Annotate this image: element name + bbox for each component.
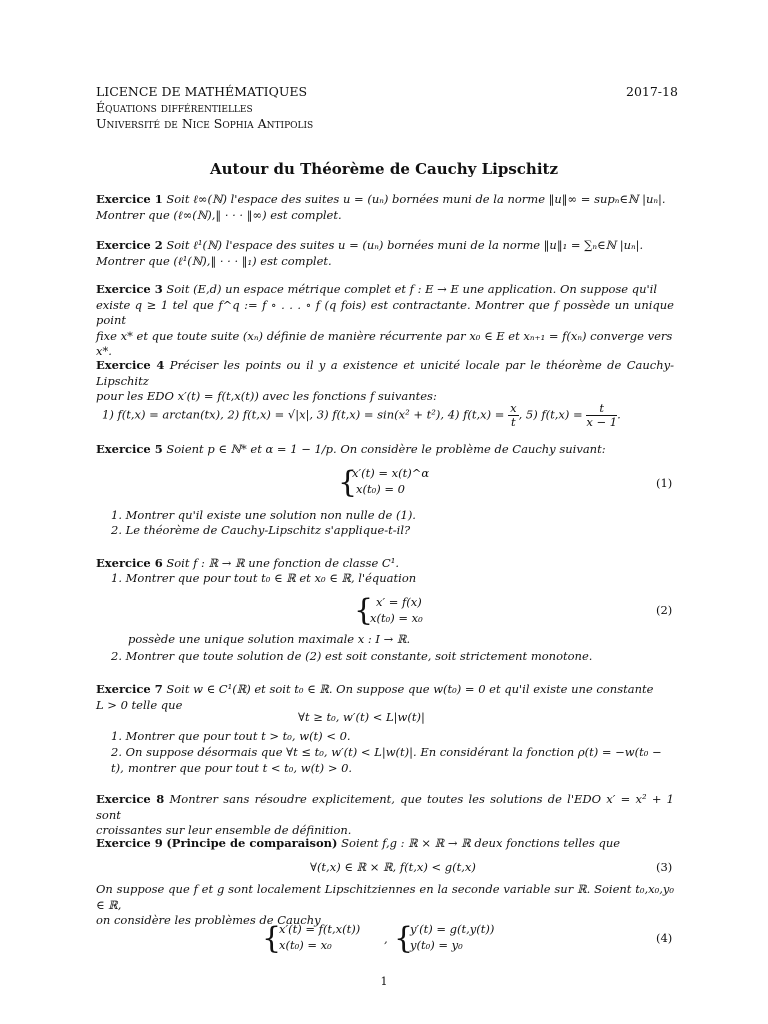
equation-number: (2): [656, 603, 673, 617]
system-line: y(t₀) = y₀: [410, 938, 463, 952]
function-4-fraction: [508, 402, 519, 429]
system-line: x′(t) = f(t,x(t)): [279, 922, 361, 936]
separator: ,: [518, 407, 523, 422]
page-number: 1: [380, 975, 388, 988]
exercise-text: Soit ℓ∞(ℕ) l'espace des suites u = (uₙ) bornées muni de la norme ‖u‖∞ = supₙ∈ℕ |uₙ|.: [166, 192, 666, 206]
function-5-prefix: 5) f(t,x) =: [525, 407, 583, 422]
exercise-label: Exercice 7: [96, 682, 163, 696]
exercise-text: Soit w ∈ C¹(ℝ) et soit t₀ ∈ ℝ. On suppose que w(t₀) = 0 et qu'il existe une constante: [166, 682, 654, 696]
exercise-text: Soit ℓ¹(ℕ) l'espace des suites u = (uₙ) bornées muni de la norme ‖u‖₁ = ∑ₙ∈ℕ |uₙ|.: [166, 238, 644, 252]
exercise-text: Soit (E,d) un espace métrique complet et f : E → E une application. On suppose qu'il: [166, 282, 658, 296]
exercise-7: [96, 682, 674, 713]
exercise-label: Exercice 6: [96, 556, 163, 570]
exercise-9: [96, 836, 674, 852]
exercise-text: Soient f,g : ℝ × ℝ → ℝ deux fonctions telles que: [341, 836, 621, 850]
exercise-text: on considère les problèmes de Cauchy: [96, 913, 321, 927]
exercise-9-continued: [96, 882, 674, 929]
function-2: 2) f(t,x) = √|x|,: [227, 407, 314, 422]
exercise-subtitle: (Principe de comparaison): [166, 836, 338, 850]
function-1: 1) f(t,x) = arctan(tx),: [102, 407, 224, 422]
inequality: ∀(t,x) ∈ ℝ × ℝ, f(t,x) < g(t,x): [310, 860, 476, 874]
separator: .: [617, 407, 621, 422]
system-line: x(t₀) = 0: [356, 482, 405, 496]
question-item: 2. Montrer que toute solution de (2) est soit constante, soit strictement monotone.: [111, 649, 593, 663]
equation-number: (1): [656, 476, 673, 490]
exercise-text: L > 0 telle que: [96, 697, 183, 712]
question-item: 1. Montrer que pour tout t₀ ∈ ℝ et x₀ ∈ ℝ, l'équation: [111, 571, 417, 585]
exercise-text: Montrer que (ℓ¹(ℕ),‖ · · · ‖₁) est complet.: [96, 253, 332, 268]
function-5-fraction: [586, 402, 617, 429]
exercise-text: On suppose que f et g sont localement Lipschitziennes en la seconde variable sur ℝ. Soient t₀,x₀,y₀ ∈ ℝ,: [96, 882, 674, 912]
question-item: 2. On suppose désormais que ∀t ≤ t₀, w′(t) < L|w(t)|. En considérant la fonction ρ(t) = −w(t₀ − t),: [111, 745, 662, 775]
exercise-text: pour les EDO x′(t) = f(t,x(t)) avec les fonctions f suivantes:: [96, 389, 437, 403]
question-item: 1. Montrer que pour tout t > t₀, w(t) < 0.: [111, 729, 351, 743]
exercise-text: x*.: [96, 344, 112, 358]
left-brace: {: [338, 465, 358, 500]
page-title: Autour du Théorème de Cauchy Lipschitz: [210, 160, 558, 178]
function-3: 3) f(t,x) = sin(x² + t²),: [316, 407, 445, 422]
question-item: montrer que pour tout t < t₀, w(t) > 0.: [128, 761, 353, 775]
fraction-denominator: t: [511, 415, 516, 429]
exercise-5: [96, 442, 674, 458]
exercise-label: Exercice 8: [96, 792, 165, 806]
exercise-text: existe q ≥ 1 tel que f^q := f ∘ . . . ∘ f (q fois) est contractante. Montrer que f possède un unique point: [96, 297, 674, 327]
exercise-3: [96, 282, 674, 360]
function-list: [102, 402, 621, 429]
system-line: x(t₀) = x₀: [279, 938, 332, 952]
equation-number: (3): [656, 860, 673, 874]
question-item: 2. Le théorème de Cauchy-Lipschitz s'applique-t-il?: [111, 523, 411, 537]
exercise-text: fixe x* et que toute suite (xₙ) définie de manière récurrente par x₀ ∈ E et xₙ₊₁ = f(xₙ) converge vers: [96, 328, 673, 343]
exercise-label: Exercice 3: [96, 282, 163, 296]
exercise-label: Exercice 5: [96, 442, 163, 456]
function-4-prefix: 4) f(t,x) =: [447, 407, 505, 422]
exercise-4: [96, 358, 674, 405]
left-brace: {: [394, 921, 414, 956]
system-line: x(t₀) = x₀: [370, 611, 423, 625]
system-line: x′ = f(x): [376, 595, 422, 609]
equation-number: (4): [656, 931, 673, 945]
exercise-text: Soient p ∈ ℕ* et α = 1 − 1/p. On considère le problème de Cauchy suivant:: [166, 442, 606, 456]
fraction-numerator: t: [586, 402, 617, 416]
exercise-6: [96, 556, 674, 572]
exercise-text: Montrer que (ℓ∞(ℕ),‖ · · · ‖∞) est complet.: [96, 207, 342, 222]
exercise-text: Soit f : ℝ → ℝ une fonction de classe C¹.: [166, 556, 399, 570]
exercise-text: croissantes sur leur ensemble de définition.: [96, 823, 352, 837]
header-course: Équations différentielles: [96, 100, 253, 115]
fraction-denominator: x − 1: [586, 415, 618, 429]
header-licence: LICENCE DE MATHÉMATIQUES: [96, 84, 308, 99]
header-university: Université de Nice Sophia Antipolis: [96, 116, 314, 131]
left-brace: {: [262, 921, 282, 956]
exercise-label: Exercice 9: [96, 836, 163, 850]
question-item: 1. Montrer qu'il existe une solution non nulle de (1).: [111, 508, 416, 522]
header-year: 2017-18: [626, 84, 678, 99]
exercise-2: [96, 238, 674, 269]
exercise-text: Montrer sans résoudre explicitement, que toutes les solutions de l'EDO x′ = x² + 1 sont: [96, 792, 674, 822]
system-line: x′(t) = x(t)^α: [352, 466, 430, 480]
separator: ,: [384, 932, 388, 946]
exercise-text: Préciser les points ou il y a existence et unicité locale par le théorème de Cauchy-Lipschitz: [96, 358, 674, 388]
exercise-1: [96, 192, 674, 223]
inequality: ∀t ≥ t₀, w′(t) < L|w(t)|: [298, 710, 425, 724]
exercise-label: Exercice 4: [96, 358, 165, 372]
exercise-label: Exercice 2: [96, 238, 163, 252]
left-brace: {: [354, 593, 374, 628]
exercise-8: [96, 792, 674, 839]
fraction-numerator: x: [510, 401, 517, 415]
question-item: possède une unique solution maximale x : I → ℝ.: [128, 632, 411, 646]
exercise-label: Exercice 1: [96, 192, 163, 206]
system-line: y′(t) = g(t,y(t)): [410, 922, 495, 936]
